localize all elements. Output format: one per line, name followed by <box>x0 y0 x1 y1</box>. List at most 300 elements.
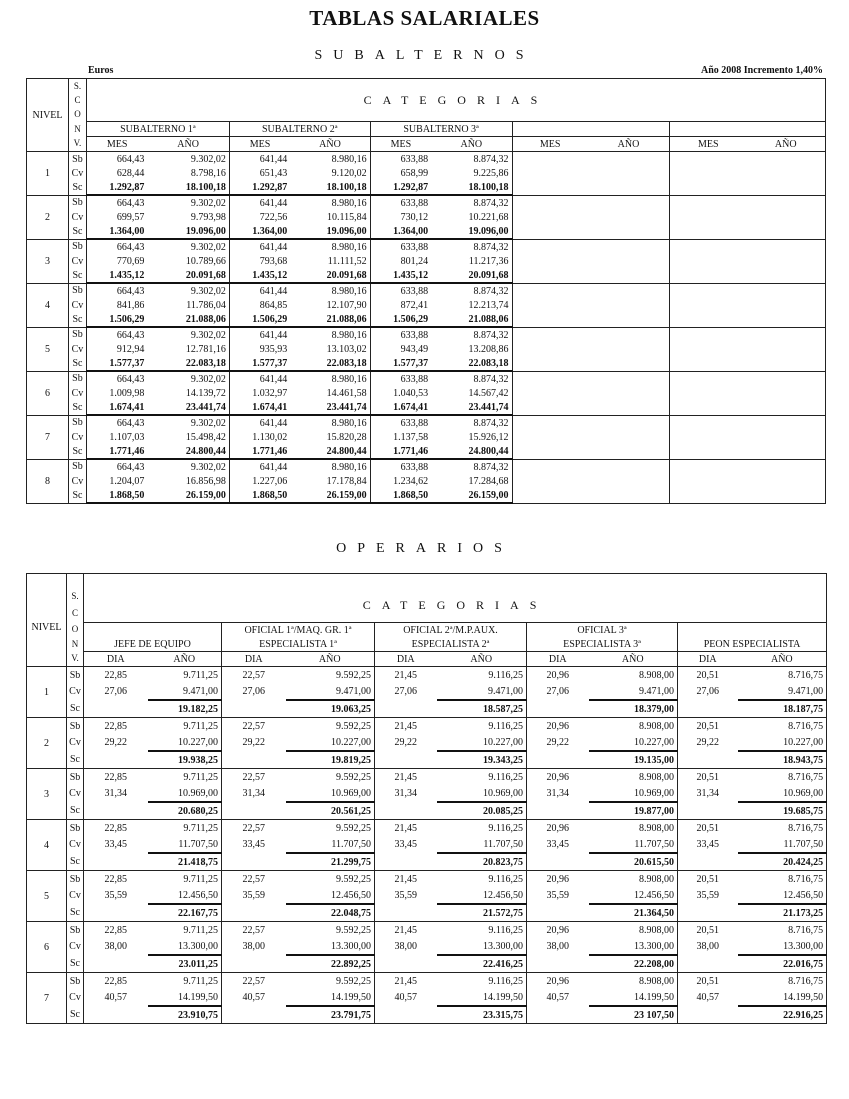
value-cell: 22,85 <box>84 667 148 684</box>
nivel-cell: 1 <box>27 152 69 196</box>
value-cell <box>512 268 588 283</box>
ano-header: AÑO <box>588 137 670 152</box>
value-cell <box>670 415 747 430</box>
value-cell: 21,45 <box>375 871 437 888</box>
value-cell: 9.116,25 <box>437 718 527 735</box>
value-cell <box>512 400 588 415</box>
value-cell: 12.456,50 <box>148 887 222 904</box>
value-cell <box>84 955 148 973</box>
value-cell: 1.292,87 <box>86 180 147 195</box>
value-cell <box>84 751 148 769</box>
dia-header: DIA <box>527 652 589 667</box>
row-code: Sb <box>69 327 87 342</box>
value-cell: 24.800,44 <box>147 444 229 459</box>
value-cell: 22.083,18 <box>431 356 512 371</box>
value-cell: 10.969,00 <box>437 785 527 802</box>
value-cell: 33,45 <box>527 836 589 853</box>
value-cell <box>746 152 825 167</box>
value-cell <box>746 415 825 430</box>
value-cell <box>588 342 670 356</box>
value-cell: 8.874,32 <box>473 197 509 209</box>
value-cell <box>746 371 825 386</box>
value-cell: 1.234,62 <box>370 474 431 488</box>
value-cell: 23.315,75 <box>437 1006 527 1024</box>
value-cell: 641,44 <box>229 239 290 254</box>
ano-header: AÑO <box>286 652 375 667</box>
value-cell: 14.567,42 <box>468 387 509 399</box>
value-cell: 9.592,25 <box>286 820 375 837</box>
value-cell <box>746 195 825 210</box>
row-code: Sb <box>67 820 84 837</box>
row-code: Cv <box>69 210 87 224</box>
value-cell: 8.716,75 <box>738 769 827 786</box>
value-cell <box>527 802 589 820</box>
value-cell: 20,51 <box>678 718 738 735</box>
value-cell <box>84 802 148 820</box>
value-cell: 9.711,25 <box>148 922 222 939</box>
value-cell: 1.674,41 <box>229 400 290 415</box>
value-cell: 633,88 <box>370 415 431 430</box>
value-cell: 664,43 <box>86 283 147 298</box>
value-cell: 20,96 <box>527 769 589 786</box>
value-cell: 9.116,25 <box>437 973 527 990</box>
value-cell: 22.916,25 <box>738 1006 827 1024</box>
value-cell <box>588 239 670 254</box>
mes-header: MES <box>670 137 747 152</box>
category-header-line2: JEFE DE EQUIPO <box>84 637 222 652</box>
value-cell: 14.461,58 <box>326 387 367 399</box>
value-cell: 10.969,00 <box>148 785 222 802</box>
value-cell: 1.032,97 <box>229 386 290 400</box>
value-cell <box>527 700 589 718</box>
value-cell <box>670 298 747 312</box>
nivel-cell: 7 <box>27 973 67 1024</box>
row-code: Sb <box>67 871 84 888</box>
value-cell <box>670 327 747 342</box>
value-cell: 1.674,41 <box>86 400 147 415</box>
categorias-header: CATEGORIAS <box>86 79 825 122</box>
value-cell: 770,69 <box>86 254 147 268</box>
value-cell: 38,00 <box>222 938 286 955</box>
page-title: TABLAS SALARIALES <box>309 6 540 30</box>
value-cell: 1.137,58 <box>370 430 431 444</box>
nivel-header: NIVEL <box>27 79 69 152</box>
value-cell: 12.456,50 <box>589 887 678 904</box>
value-cell <box>588 459 670 474</box>
value-cell <box>512 210 588 224</box>
value-cell: 664,43 <box>86 459 147 474</box>
value-cell: 633,88 <box>370 239 431 254</box>
value-cell: 14.199,50 <box>148 989 222 1006</box>
value-cell: 20.615,50 <box>589 853 678 871</box>
value-cell: 35,59 <box>84 887 148 904</box>
value-cell: 21,45 <box>375 667 437 684</box>
value-cell: 641,44 <box>229 415 290 430</box>
value-cell <box>84 1006 148 1024</box>
value-cell <box>670 488 747 503</box>
header-row <box>27 574 827 589</box>
value-cell: 1.868,50 <box>229 488 290 503</box>
row-code: Sc <box>67 904 84 922</box>
nivel-cell: 4 <box>27 283 69 327</box>
value-cell: 9.225,86 <box>473 167 509 179</box>
category-header <box>670 122 826 137</box>
table-row <box>27 430 826 444</box>
value-cell <box>222 853 286 871</box>
value-cell: 8.980,16 <box>331 285 367 297</box>
value-cell: 9.116,25 <box>437 922 527 939</box>
value-cell: 641,44 <box>229 371 290 386</box>
value-cell: 29,22 <box>527 734 589 751</box>
value-cell: 20.091,68 <box>431 268 512 283</box>
value-cell: 9.120,02 <box>331 167 367 179</box>
value-cell: 10.227,00 <box>148 734 222 751</box>
value-cell: 31,34 <box>375 785 437 802</box>
value-cell: 18.943,75 <box>738 751 827 769</box>
value-cell: 9.302,02 <box>190 461 226 473</box>
row-code: Sb <box>69 415 87 430</box>
value-cell <box>588 268 670 283</box>
value-cell: 8.980,16 <box>331 417 367 429</box>
row-code: Cv <box>67 683 84 700</box>
value-cell: 23.910,75 <box>148 1006 222 1024</box>
value-cell <box>678 904 738 922</box>
ano-header: AÑO <box>589 652 678 667</box>
value-cell: 20,96 <box>527 922 589 939</box>
value-cell: 29,22 <box>678 734 738 751</box>
value-cell: 21,45 <box>375 769 437 786</box>
value-cell <box>746 488 825 503</box>
row-code: Sb <box>67 922 84 939</box>
row-code: Sc <box>69 224 87 239</box>
nivel-cell: 3 <box>27 769 67 820</box>
table-row <box>27 683 827 700</box>
value-cell: 10.227,00 <box>589 734 678 751</box>
value-cell <box>512 327 588 342</box>
value-cell: 9.302,02 <box>190 197 226 209</box>
subalternos-table <box>26 78 826 504</box>
value-cell: 9.793,98 <box>190 211 226 223</box>
value-cell: 19.938,25 <box>148 751 222 769</box>
value-cell: 21.088,06 <box>431 312 512 327</box>
value-cell <box>670 152 747 167</box>
ano-header: AÑO <box>290 137 370 152</box>
value-cell: 38,00 <box>84 938 148 955</box>
value-cell: 18.100,18 <box>147 180 229 195</box>
mes-header: MES <box>512 137 588 152</box>
value-cell: 40,57 <box>678 989 738 1006</box>
value-cell <box>588 195 670 210</box>
value-cell <box>588 312 670 327</box>
value-cell: 8.980,16 <box>331 461 367 473</box>
operarios-table <box>26 573 827 1024</box>
table-row <box>27 718 827 735</box>
table-row <box>27 751 827 769</box>
row-code: Sc <box>69 400 87 415</box>
value-cell: 1.107,03 <box>86 430 147 444</box>
value-cell: 651,43 <box>229 166 290 180</box>
table-row <box>27 459 826 474</box>
table-row <box>27 785 827 802</box>
value-cell <box>512 356 588 371</box>
value-cell: 935,93 <box>229 342 290 356</box>
value-cell <box>746 474 825 488</box>
value-cell: 22,85 <box>84 769 148 786</box>
value-cell: 9.592,25 <box>286 871 375 888</box>
value-cell: 33,45 <box>375 836 437 853</box>
row-code: Sb <box>67 667 84 684</box>
value-cell: 22.083,18 <box>147 356 229 371</box>
value-cell <box>670 210 747 224</box>
value-cell <box>746 327 825 342</box>
value-cell <box>746 400 825 415</box>
value-cell <box>588 283 670 298</box>
value-cell: 19.685,75 <box>738 802 827 820</box>
value-cell <box>588 298 670 312</box>
value-cell: 40,57 <box>222 989 286 1006</box>
value-cell <box>746 312 825 327</box>
scov-letter: C <box>67 605 84 622</box>
value-cell: 664,43 <box>86 239 147 254</box>
value-cell: 730,12 <box>370 210 431 224</box>
value-cell <box>527 904 589 922</box>
value-cell <box>670 224 747 239</box>
header-row <box>27 137 826 152</box>
value-cell: 1.364,00 <box>370 224 431 239</box>
value-cell: 29,22 <box>84 734 148 751</box>
value-cell: 9.711,25 <box>148 667 222 684</box>
value-cell <box>746 342 825 356</box>
value-cell: 22,57 <box>222 718 286 735</box>
value-cell: 20,51 <box>678 871 738 888</box>
category-header-line1 <box>84 623 222 638</box>
value-cell: 11.707,50 <box>286 836 375 853</box>
value-cell <box>512 254 588 268</box>
value-cell: 22,85 <box>84 871 148 888</box>
category-header: SUBALTERNO 3ª <box>370 122 512 137</box>
value-cell: 8.716,75 <box>738 718 827 735</box>
table-row <box>27 1006 827 1024</box>
value-cell <box>670 180 747 195</box>
value-cell: 22.892,25 <box>286 955 375 973</box>
value-cell <box>588 356 670 371</box>
value-cell: 641,44 <box>229 459 290 474</box>
dia-header: DIA <box>375 652 437 667</box>
value-cell: 633,88 <box>370 327 431 342</box>
value-cell: 20.561,25 <box>286 802 375 820</box>
value-cell <box>588 415 670 430</box>
header-row <box>27 652 827 667</box>
value-cell: 8.980,16 <box>331 197 367 209</box>
value-cell: 11.707,50 <box>738 836 827 853</box>
scov-letter: N <box>67 637 84 652</box>
value-cell: 15.498,42 <box>185 431 226 443</box>
row-code: Sc <box>67 853 84 871</box>
value-cell <box>678 1006 738 1024</box>
value-cell: 8.980,16 <box>331 241 367 253</box>
nivel-cell: 4 <box>27 820 67 871</box>
value-cell <box>670 444 747 459</box>
value-cell <box>512 474 588 488</box>
row-code: Cv <box>67 836 84 853</box>
value-cell: 1.506,29 <box>86 312 147 327</box>
value-cell: 20,51 <box>678 667 738 684</box>
value-cell: 8.716,75 <box>738 820 827 837</box>
value-cell: 12.107,90 <box>326 299 367 311</box>
value-cell: 35,59 <box>527 887 589 904</box>
value-cell <box>512 224 588 239</box>
value-cell <box>588 371 670 386</box>
value-cell: 9.116,25 <box>437 769 527 786</box>
value-cell: 22.048,75 <box>286 904 375 922</box>
value-cell <box>746 459 825 474</box>
value-cell: 9.592,25 <box>286 922 375 939</box>
table-row <box>27 938 827 955</box>
value-cell: 15.926,12 <box>468 431 509 443</box>
value-cell: 658,99 <box>370 166 431 180</box>
value-cell: 15.820,28 <box>326 431 367 443</box>
value-cell <box>588 152 670 167</box>
value-cell <box>746 283 825 298</box>
value-cell: 14.199,50 <box>437 989 527 1006</box>
value-cell: 699,57 <box>86 210 147 224</box>
value-cell: 18.100,18 <box>290 180 370 195</box>
value-cell: 13.300,00 <box>589 938 678 955</box>
value-cell: 23.791,75 <box>286 1006 375 1024</box>
value-cell: 664,43 <box>86 195 147 210</box>
value-cell <box>588 400 670 415</box>
value-cell: 13.103,02 <box>326 343 367 355</box>
table-row <box>27 444 826 459</box>
value-cell: 1.506,29 <box>229 312 290 327</box>
table-row <box>27 356 826 371</box>
value-cell: 8.980,16 <box>331 373 367 385</box>
row-code: Cv <box>67 989 84 1006</box>
value-cell <box>512 459 588 474</box>
row-code: Sc <box>67 955 84 973</box>
value-cell: 9.592,25 <box>286 718 375 735</box>
value-cell: 20,96 <box>527 667 589 684</box>
value-cell: 23.441,74 <box>290 400 370 415</box>
value-cell: 20,96 <box>527 820 589 837</box>
ano-header: AÑO <box>437 652 527 667</box>
value-cell: 10.115,84 <box>327 211 367 223</box>
value-cell: 22,57 <box>222 667 286 684</box>
value-cell: 8.908,00 <box>589 718 678 735</box>
value-cell: 19.063,25 <box>286 700 375 718</box>
value-cell: 13.300,00 <box>148 938 222 955</box>
value-cell: 8.874,32 <box>473 461 509 473</box>
value-cell: 943,49 <box>370 342 431 356</box>
value-cell: 23.441,74 <box>431 400 512 415</box>
value-cell: 11.786,04 <box>186 299 226 311</box>
value-cell: 21.418,75 <box>148 853 222 871</box>
scov-letter: S. <box>69 79 87 94</box>
value-cell <box>375 853 437 871</box>
row-code: Sb <box>67 718 84 735</box>
value-cell: 641,44 <box>229 152 290 167</box>
table-row <box>27 474 826 488</box>
value-cell: 35,59 <box>375 887 437 904</box>
value-cell: 8.908,00 <box>589 871 678 888</box>
table-row <box>27 922 827 939</box>
value-cell: 19.877,00 <box>589 802 678 820</box>
value-cell: 8.908,00 <box>589 973 678 990</box>
value-cell: 20.091,68 <box>290 268 370 283</box>
value-cell: 12.213,74 <box>468 299 509 311</box>
value-cell: 9.302,02 <box>190 241 226 253</box>
value-cell: 9.471,00 <box>738 683 827 700</box>
value-cell: 633,88 <box>370 283 431 298</box>
value-cell: 1.771,46 <box>370 444 431 459</box>
table-row <box>27 955 827 973</box>
row-code: Cv <box>69 342 87 356</box>
value-cell: 1.868,50 <box>86 488 147 503</box>
value-cell <box>84 700 148 718</box>
table-row <box>27 371 826 386</box>
value-cell <box>670 459 747 474</box>
value-cell <box>84 853 148 871</box>
currency-label: Euros <box>88 65 114 76</box>
ano-header: AÑO <box>147 137 229 152</box>
value-cell: 864,85 <box>229 298 290 312</box>
table-row <box>27 820 827 837</box>
table-row <box>27 887 827 904</box>
table-row <box>27 802 827 820</box>
value-cell: 12.456,50 <box>738 887 827 904</box>
value-cell <box>670 386 747 400</box>
scov-letter: N <box>69 122 87 137</box>
value-cell: 19.135,00 <box>589 751 678 769</box>
table-row <box>27 283 826 298</box>
value-cell: 1.364,00 <box>229 224 290 239</box>
value-cell: 1.577,37 <box>86 356 147 371</box>
value-cell: 8.980,16 <box>331 329 367 341</box>
value-cell: 22,57 <box>222 769 286 786</box>
value-cell: 11.111,52 <box>327 255 367 267</box>
value-cell: 21.572,75 <box>437 904 527 922</box>
value-cell: 10.227,00 <box>286 734 375 751</box>
value-cell: 21,45 <box>375 922 437 939</box>
value-cell: 10.969,00 <box>286 785 375 802</box>
value-cell: 38,00 <box>678 938 738 955</box>
value-cell: 33,45 <box>678 836 738 853</box>
value-cell: 1.435,12 <box>229 268 290 283</box>
value-cell <box>588 224 670 239</box>
value-cell: 1.364,00 <box>86 224 147 239</box>
value-cell: 13.300,00 <box>286 938 375 955</box>
value-cell <box>588 488 670 503</box>
value-cell: 18.187,75 <box>738 700 827 718</box>
row-code: Cv <box>67 938 84 955</box>
categorias-header: CATEGORIAS <box>84 588 827 623</box>
table-row <box>27 769 827 786</box>
value-cell: 31,34 <box>527 785 589 802</box>
value-cell <box>746 298 825 312</box>
value-cell: 628,44 <box>86 166 147 180</box>
value-cell: 8.908,00 <box>589 820 678 837</box>
value-cell: 14.139,72 <box>185 387 226 399</box>
value-cell: 20.680,25 <box>148 802 222 820</box>
value-cell: 26.159,00 <box>431 488 512 503</box>
value-cell: 29,22 <box>375 734 437 751</box>
table-row <box>27 400 826 415</box>
value-cell <box>588 444 670 459</box>
row-code: Sc <box>69 488 87 503</box>
value-cell: 1.009,98 <box>86 386 147 400</box>
value-cell: 22,57 <box>222 820 286 837</box>
value-cell <box>527 1006 589 1024</box>
